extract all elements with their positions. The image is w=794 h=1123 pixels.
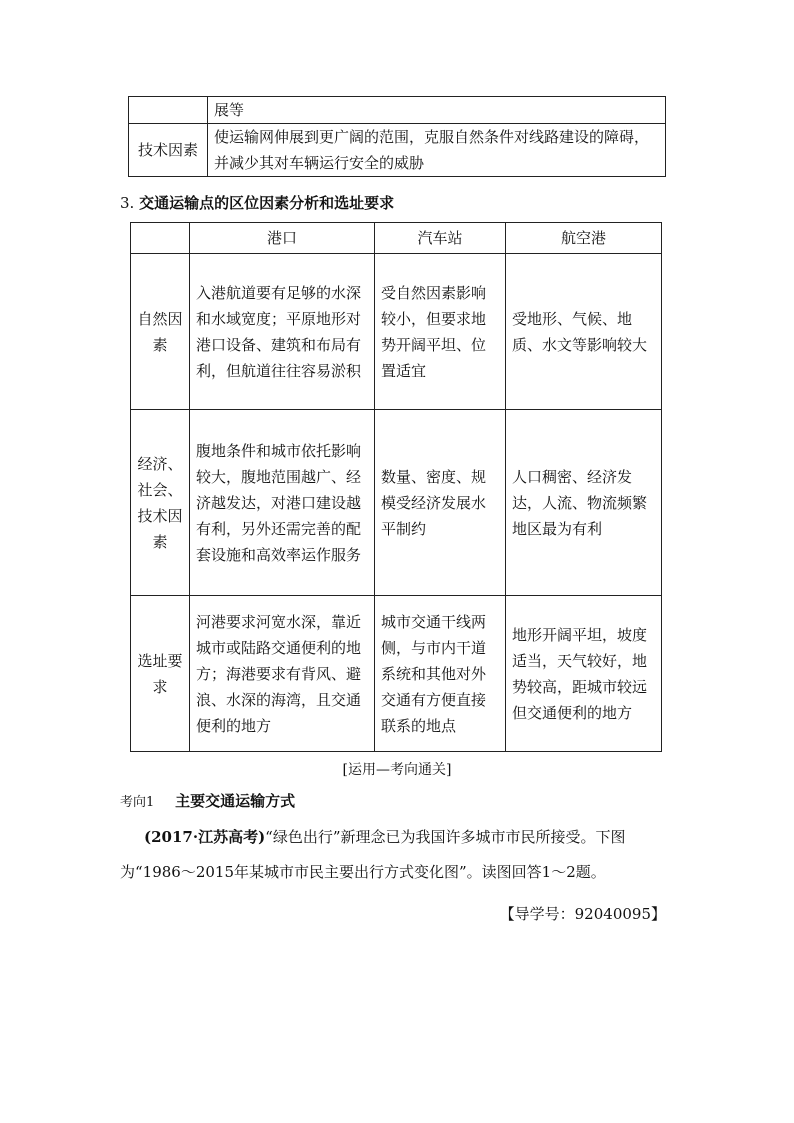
question-text: “绿色出行”新理念已为我国许多城市市民所接受。下图为“1986～2015年某城市市民主要出行方式变化图”。读图回答1～2题。: [120, 828, 626, 881]
table-cell-label: [129, 97, 208, 124]
direction-tag: 考向1: [120, 795, 155, 810]
table-row: [131, 410, 662, 596]
table-cell-airport: 受地形、气候、地质、水文等影响较大: [506, 254, 662, 410]
table-cell-port: 河港要求河宽水深，靠近城市或陆路交通便利的地方；海港要求有背风、避浪、水深的海湾，且交通便利的地方: [190, 596, 375, 752]
question-paragraph: [120, 820, 680, 890]
table-cell-port: 入港航道要有足够的水深和水域宽度；平原地形对港口设备、建筑和布局有利，但航道往往容易淤积: [190, 254, 375, 410]
table-cell-bus: 数量、密度、规模受经济发展水平制约: [375, 410, 506, 596]
table-header-cell: 港口: [190, 223, 375, 254]
table-cell-label: 技术因素: [129, 124, 208, 177]
table-header-cell: 航空港: [506, 223, 662, 254]
table-cell-bus: 城市交通干线两侧，与市内干道系统和其他对外交通有方便直接联系的地点: [375, 596, 506, 752]
table-row: [129, 124, 666, 177]
table-cell-airport: 地形开阔平坦，坡度适当，天气较好，地势较高，距城市较远但交通便利的地方: [506, 596, 662, 752]
table-row: [129, 97, 666, 124]
table-row-header: 选址要求: [131, 596, 190, 752]
table-cell-port: 腹地条件和城市依托影响较大，腹地范围越广、经济越发达，对港口建设越有利，另外还需完善的配套设施和高效率运作服务: [190, 410, 375, 596]
table-row: [131, 254, 662, 410]
table-row: [131, 596, 662, 752]
guide-number: 【导学号：92040095】: [499, 905, 666, 923]
section-number: 3.: [120, 194, 135, 212]
direction-heading: [120, 790, 295, 811]
section-title: 交通运输点的区位因素分析和选址要求: [139, 194, 395, 212]
table-row-header: 自然因素: [131, 254, 190, 410]
table-location-factors: [130, 222, 662, 752]
question-source: (2017·江苏高考): [144, 828, 266, 846]
table-header-row: [131, 223, 662, 254]
table-header-cell: [131, 223, 190, 254]
usage-title: [运用—考向通关]: [342, 762, 452, 778]
table-cell-content: 使运输网伸展到更广阔的范围，克服自然条件对线路建设的障碍，并减少其对车辆运行安全的威胁: [208, 124, 666, 177]
table-cell-airport: 人口稠密、经济发达，人流、物流频繁地区最为有利: [506, 410, 662, 596]
table-cell-content: 展等: [208, 97, 666, 124]
section-heading: [120, 192, 394, 213]
table-cell-bus: 受自然因素影响较小，但要求地势开阔平坦、位置适宜: [375, 254, 506, 410]
direction-title: 主要交通运输方式: [175, 792, 296, 810]
table-header-cell: 汽车站: [375, 223, 506, 254]
table-tech-factors: [128, 96, 666, 177]
table-row-header: 经济、社会、技术因素: [131, 410, 190, 596]
